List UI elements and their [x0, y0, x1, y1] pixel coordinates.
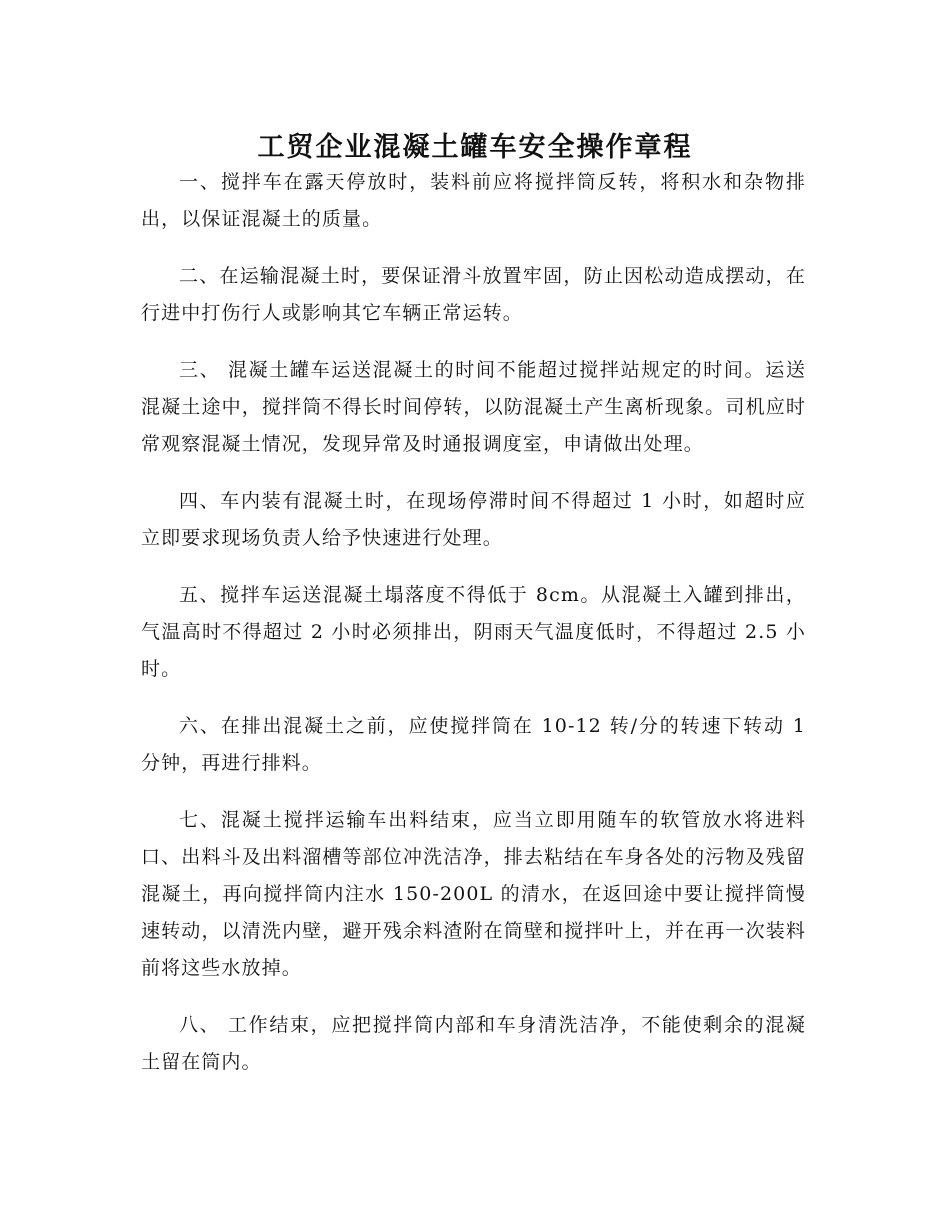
paragraph-1: 一、搅拌车在露天停放时，装料前应将搅拌筒反转，将积水和杂物排出，以保证混凝土的质量。 [141, 171, 806, 230]
paragraph-2: 二、在运输混凝土时，要保证滑斗放置牢固，防止因松动造成摆动，在行进中打伤行人或影响其它车辆正常运转。 [141, 265, 806, 324]
paragraph-8: 八、 工作结束，应把搅拌筒内部和车身清洗洁净，不能使剩余的混凝土留在筒内。 [141, 1014, 806, 1073]
paragraph-3: 三、 混凝土罐车运送混凝土的时间不能超过搅拌站规定的时间。运送混凝土途中，搅拌筒不得长时间停转，以防混凝土产生离析现象。司机应时常观察混凝土情况，发现异常及时通报调度室，申请做出处理。 [141, 359, 806, 455]
paragraph-7: 七、混凝土搅拌运输车出料结束，应当立即用随车的软管放水将进料口、出料斗及出料溜槽等部位冲洗洁净，排去粘结在车身各处的污物及残留混凝土，再向搅拌筒内注水 150-200L 的清水，在返回途中要让搅拌筒慢速转动，以清洗内壁，避开残余料渣附在筒壁和搅拌叶上，并在再一次装料前将这些水放掉。 [141, 809, 806, 979]
paragraph-4: 四、车内装有混凝土时，在现场停滞时间不得超过 1 小时，如超时应立即要求现场负责人给予快速进行处理。 [141, 490, 806, 549]
paragraph-5: 五、搅拌车运送混凝土塌落度不得低于 8cm。从混凝土入罐到排出，气温高时不得超过 2 小时必须排出，阴雨天气温度低时，不得超过 2.5 小时。 [141, 584, 806, 680]
document-title: 工贸企业混凝土罐车安全操作章程 [257, 132, 693, 164]
paragraph-6: 六、在排出混凝土之前，应使搅拌筒在 10-12 转/分的转速下转动 1 分钟，再进行排料。 [141, 715, 806, 774]
document-body [141, 164, 806, 1101]
